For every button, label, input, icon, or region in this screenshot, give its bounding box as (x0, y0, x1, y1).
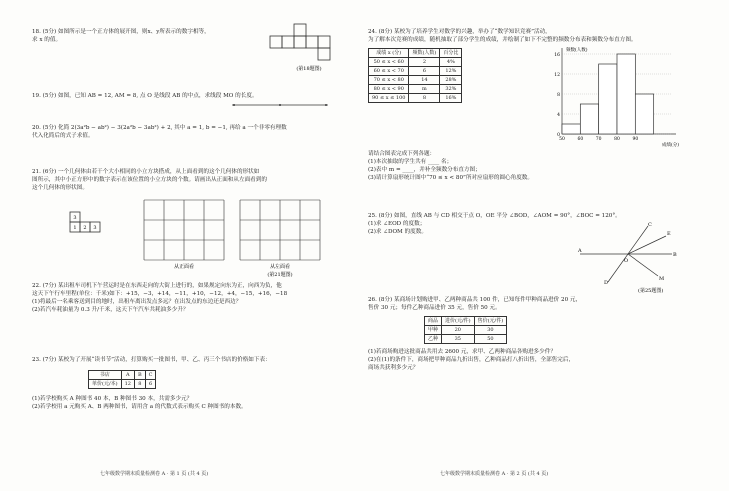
question-26: 26. (8分) 某商场计划购进甲、乙两种商品共 100 件，已知每件甲种商品进价 20 元， 售价 30 元；每件乙种商品进价 35 元，售价 50 元。 商品 进价(元/件) 售价(元/件) 甲种 20 30 乙种 35 50 (1)若商场购进这批商品共用去 2600 元，求甲、乙两种商品各购进多少件？ (2)在(1)的条件下，商场把甲种商品九折出售，乙种商品打八折出售，全部售完后， 商场共获利多少元？ (368, 297, 582, 371)
svg-text:A: A (578, 248, 582, 254)
svg-text:从左面看: 从左面看 (269, 264, 291, 270)
question-20: 20. (5分) 化简 2(3a²b − ab²) − 3(2a²b − 3ab²) + 2, 其中 a = 1, b = −1, 再给 a 一个非零有理数 代入化简后的式子求值。 (32, 125, 287, 139)
y-tick-label: 16 (554, 53, 560, 58)
svg-text:2: 2 (83, 225, 87, 231)
histogram-bar (562, 124, 580, 134)
histogram-bar (635, 94, 653, 134)
x-tick-label: 80 (614, 137, 620, 142)
q24-subquestions: 请结合图表完成下列各题： (1)本次抽取的学生共有 ____ 名； (2)表中 m = ____，并补全频数分布直方图； (3)请计算扇形统计图中“70 ≤ x < 80”所对应扇形的圆心角度数。 (368, 151, 533, 181)
price-table: 书店 A B C 单价(元/本) 12 8 6 (88, 370, 156, 389)
y-tick-label: 0 (557, 133, 560, 138)
y-tick-label: 4 (557, 113, 560, 118)
svg-text:M: M (659, 276, 665, 282)
question-22: 22. (7分) 某出租车司机下午营运时是在东西走向的大街上进行的，如果规定向东为正，向西为负，他 这天下午行车里程(单位：千米)如下：+15，−3，+14，−11，+10，−12，+4，−15，+16，−18 (1)将最后一名乘客送到目的地时，出租车离出发点多远？在出发点的东边还是西边？ (2)若汽车耗油量为 0.3 升/千米，这天下午汽车共耗油多少升？ (32, 283, 288, 313)
svg-text:D: D (604, 280, 609, 286)
svg-text:C: C (648, 222, 652, 228)
svg-text:3: 3 (73, 215, 77, 221)
front-view-grid (144, 200, 228, 270)
frequency-table: 成绩 x (分) 频数(人数) 百分比 50 ≤ x < 60 2 4% 60 ≤ x < 70 6 12% 70 ≤ x < 80 14 28% 80 ≤ x < 90 m 32% 90 ≤ x ≤ 100 8 16% (368, 48, 462, 103)
histogram-bar (617, 54, 635, 134)
y-tick-label: 8 (557, 93, 560, 98)
svg-text:(第21题图): (第21题图) (267, 272, 293, 278)
svg-text:1: 1 (73, 225, 77, 231)
left-view-grid (240, 200, 324, 278)
question-25: 25. (8分) 如图，直线 AB 与 CD 相交于点 O，OE 平分 ∠BOD，∠AOM = 90°，∠BOC = 120°。 (1)求 ∠EOD 的度数； (2)求 ∠DOM 的度数。 A B C D E M O (第25题图) (368, 213, 677, 294)
cube-net-figure (264, 24, 354, 72)
svg-text:E: E (667, 231, 671, 237)
svg-text:(第18题图): (第18题图) (296, 66, 322, 72)
question-18: 18. (5分) 如图所示是一个正方体的展开图，则x、y所表示的数字相等， 求 x 的值。 (第18题图) (32, 28, 352, 44)
svg-text:3: 3 (93, 225, 97, 231)
footer-right: 七年级数学期末质量检测卷 A · 第 2 页 (共 4 页) (440, 471, 549, 477)
top-view-figure (70, 212, 110, 238)
svg-text:O: O (624, 258, 629, 264)
svg-text:(第25题图): (第25题图) (638, 288, 664, 294)
angle-figure (578, 222, 678, 294)
segment-figure (232, 101, 332, 109)
y-tick-label: 12 (554, 73, 560, 78)
svg-text:从正面看: 从正面看 (173, 264, 195, 270)
question-23: 23. (7分) 某校为了开展“读书节”活动，打算购买一批图书，甲、乙、丙三个书店的价格如下表： 书店 A B C 单价(元/本) 12 8 6 (1)若学校购买 A 种图书 40 本，B 种图书 30 本，共需多少元？ (2)若学校用 a 元购买 A、B 两种图书，请用含 a 的代数式表示购买 C 种图书的本数。 (32, 357, 271, 410)
x-tick-label: 50 (559, 137, 565, 142)
svg-text:B: B (673, 252, 677, 258)
footer-left: 七年级数学期末质量检测卷 A · 第 1 页 (共 4 页) (100, 471, 209, 477)
histogram-bar (580, 104, 598, 134)
histogram-bar (599, 64, 617, 134)
frequency-histogram (546, 46, 686, 154)
x-tick-label: 60 (577, 137, 584, 142)
question-19: 19. (5分) 如图，已知 AB = 12, AM = 8, 点 O 是线段 AB 的中点，求线段 MO 的长度。 (32, 92, 352, 100)
question-24: 24. (8分) 某校为了培养学生对数学的兴趣，举办了“数学知识竞赛”活动， 为了解本次竞赛的成绩，随机抽取了部分学生的成绩，并绘制了如下不完整的频数分布表和频数分布直方图。 成绩 x (分) 频数(人数) 百分比 50 ≤ x < 60 2 4% 60 ≤ x < 70 6 12% 70 ≤ x < 80 14 28% 80 ≤ x < 90 m 32% 90 ≤ x ≤ 100 8 16% 0 4 8 12 16 50 60 70 80 90 频数(人数) 成绩(分) 请结合图表完成下列各题： (1)本次抽取的学生共有 ____ 名； (2)表中 m = ____，并补全频数分布直方图； (3)请计算扇形统计图中“70 ≤ x < 80”所对应扇形的圆心角度数。 (368, 28, 688, 44)
y-axis-label: 频数(人数) (566, 48, 588, 53)
question-21: 21. (6分) 一个几何体由若干个大小相同的小立方块搭成，从上面看到的这个几何体的形状如 图所示，其中小正方形中的数字表示在该位置的小立方块的个数。请画出从正面和从左面看到的 这个几何体的形状图。 3 1 2 3 从正面看 从左面看 (第21题图) (32, 168, 352, 192)
x-tick-label: 90 (632, 137, 639, 142)
goods-table: 商品 进价(元/件) 售价(元/件) 甲种 20 30 乙种 35 50 (424, 316, 507, 344)
x-tick-label: 70 (595, 137, 602, 142)
x-axis-label: 成绩(分) (662, 143, 680, 148)
